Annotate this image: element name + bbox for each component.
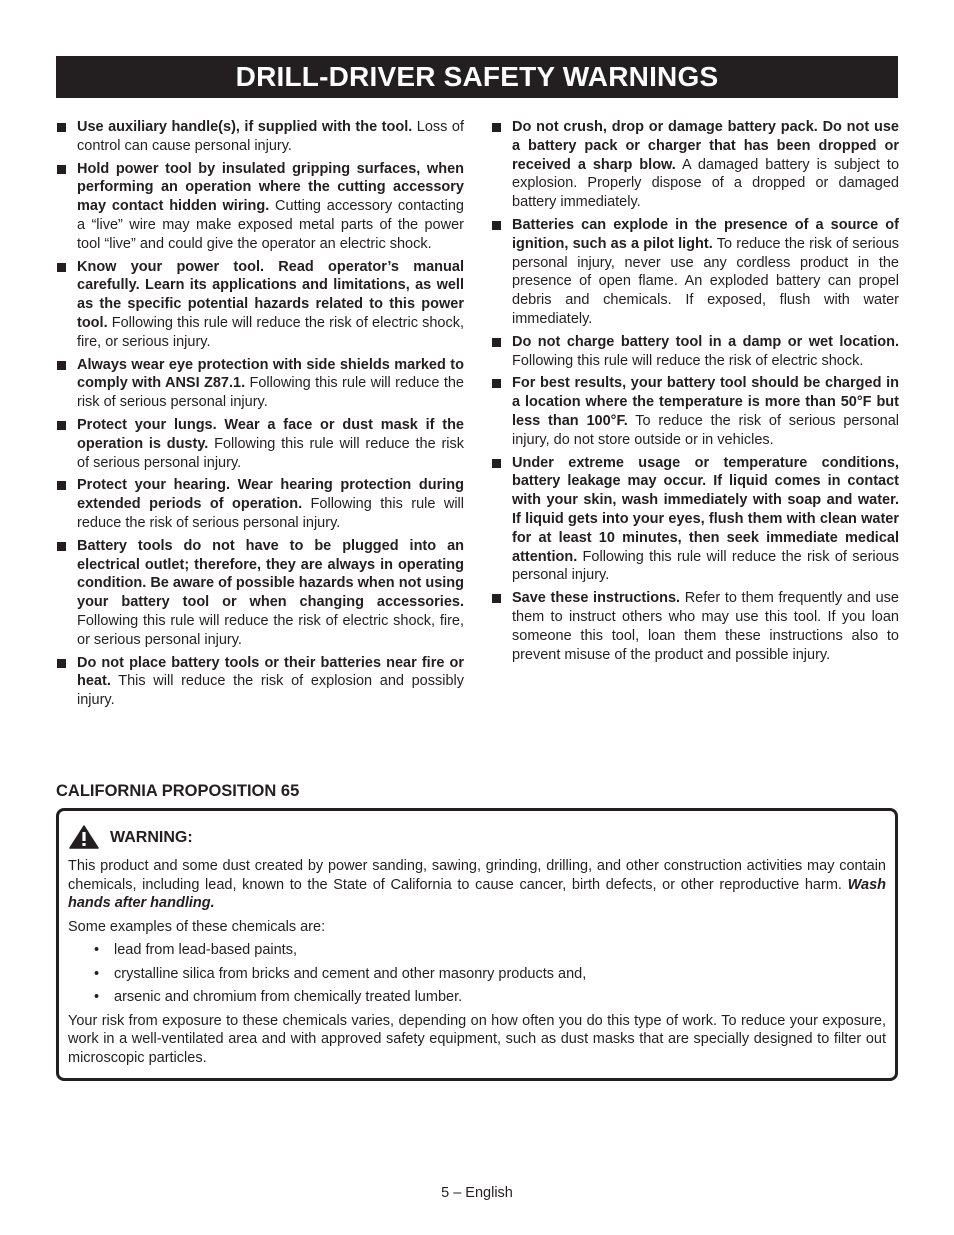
warning-triangle-icon bbox=[69, 825, 99, 849]
warning-item-text: Loss of control can cause personal injury. bbox=[77, 119, 464, 154]
warning-item bbox=[56, 356, 464, 412]
square-bullet-icon bbox=[57, 123, 66, 132]
list-item-text: crystalline silica from bricks and cement and other masonry products and, bbox=[114, 965, 587, 982]
warning-item-bold: Do not place battery tools or their batteries near fire or heat. bbox=[77, 654, 464, 690]
list-item bbox=[68, 965, 886, 984]
square-bullet-icon bbox=[492, 594, 501, 603]
warning-item bbox=[56, 118, 464, 156]
square-bullet-icon bbox=[57, 659, 66, 668]
warning-item-text: This will reduce the risk of explosion and possibly injury. bbox=[77, 673, 464, 709]
warning-item-text: Following this rule will reduce the risk of electric shock. bbox=[512, 352, 864, 369]
warning-item bbox=[491, 118, 899, 212]
warning-item bbox=[56, 537, 464, 650]
square-bullet-icon bbox=[57, 542, 66, 551]
chemical-examples-list bbox=[68, 941, 886, 1007]
warning-item-text: Following this rule will reduce the risk of serious personal injury. bbox=[77, 496, 465, 531]
prop65-heading: CALIFORNIA PROPOSITION 65 bbox=[56, 782, 300, 800]
warning-item-text: Refer to them frequently and use them to instruct others who may use this tool. If you loan someone this tool, loan them these instructions also to prevent misuse of the product and possible injury. bbox=[512, 590, 899, 663]
warning-item-bold: Know your power tool. Read operator’s manual carefully. Learn its applications and limitations, as well as the specific potential hazards related to this power tool. bbox=[77, 258, 464, 331]
warning-item bbox=[56, 476, 464, 532]
warning-item bbox=[56, 416, 464, 472]
prop65-warning-box bbox=[56, 808, 898, 1081]
square-bullet-icon bbox=[57, 481, 66, 490]
square-bullet-icon bbox=[57, 263, 66, 272]
warning-item-bold: Use auxiliary handle(s), if supplied with the tool. bbox=[77, 119, 413, 135]
square-bullet-icon bbox=[492, 221, 501, 230]
page-footer: 5 – English bbox=[441, 1185, 513, 1201]
warning-paragraph bbox=[68, 857, 886, 913]
warning-item-bold: Do not charge battery tool in a damp or wet location. bbox=[512, 333, 899, 350]
warning-item-bold: For best results, your battery tool should be charged in a location where the temperature is more than 50°F but less than 100°F. bbox=[512, 375, 899, 429]
warning-item-text: A damaged battery is subject to explosion. Properly dispose of a dropped or damaged battery immediately. bbox=[512, 156, 900, 211]
bullet-dot-icon: • bbox=[94, 942, 100, 958]
warning-item-bold: Battery tools do not have to be plugged into an electrical outlet; therefore, they are always in operating condition. Be aware of possible hazards when not using your battery tool or when changing accessories. bbox=[77, 537, 464, 611]
left-warnings-column bbox=[56, 118, 464, 714]
warning-item-text: To reduce the risk of serious personal injury, do not store outside or in vehicles. bbox=[512, 412, 899, 448]
examples-intro: Some examples of these chemicals are: bbox=[68, 918, 326, 935]
warning-item bbox=[491, 216, 899, 329]
warning-item-text: Cutting accessory contacting a “live” wire may make exposed metal parts of the power tool “live” and could give the operator an electric shock. bbox=[77, 198, 464, 252]
warning-item-text: Following this rule will reduce the risk of serious personal injury. bbox=[77, 375, 464, 411]
warning-item-text: To reduce the risk of serious personal injury, never use any cordless product in the presence of open flame. An exploded battery can propel debris and chemicals. If exposed, flush with water immediately. bbox=[512, 235, 900, 327]
page-title: DRILL-DRIVER SAFETY WARNINGS bbox=[56, 56, 898, 98]
exposure-paragraph: Your risk from exposure to these chemicals varies, depending on how often you do this type of work. To reduce your exposure, work in a well-ventilated area and with approved safety equipment, such as dust masks that are specially designed to filter out microscopic particles. bbox=[68, 1012, 886, 1066]
list-item-text: arsenic and chromium from chemically treated lumber. bbox=[114, 989, 463, 1005]
warning-item bbox=[491, 374, 899, 449]
warning-item-bold: Hold power tool by insulated gripping surfaces, when performing an operation where the cutting accessory may contact hidden wiring. bbox=[77, 160, 464, 215]
right-warnings-column bbox=[491, 118, 899, 668]
warning-label: WARNING: bbox=[110, 829, 193, 846]
warning-item-text: Following this rule will reduce the risk of serious personal injury. bbox=[77, 435, 464, 471]
warning-item bbox=[491, 333, 899, 371]
warning-item bbox=[56, 160, 464, 254]
warning-item bbox=[491, 454, 899, 586]
list-item bbox=[68, 941, 886, 960]
list-item-text: lead from lead-based paints, bbox=[114, 942, 297, 958]
warning-item bbox=[56, 258, 464, 352]
warning-item-bold: Under extreme usage or temperature conditions, battery leakage may occur. If liquid comes in contact with your skin, wash immediately with soap and water. If liquid gets into your eyes, flush them with clean water for at least 10 minutes, then seek immediate medical attention. bbox=[512, 454, 899, 565]
square-bullet-icon bbox=[57, 361, 66, 370]
list-item bbox=[68, 988, 886, 1007]
warning-item-bold: Save these instructions. bbox=[512, 590, 681, 607]
square-bullet-icon bbox=[57, 421, 66, 430]
warning-item-bold: Protect your lungs. Wear a face or dust mask if the operation is dusty. bbox=[77, 416, 464, 452]
warning-item-bold: Always wear eye protection with side shields marked to comply with ANSI Z87.1. bbox=[77, 356, 464, 392]
bullet-dot-icon: • bbox=[94, 989, 100, 1005]
warning-item-text: Following this rule will reduce the risk of electric shock, fire, or serious injury. bbox=[77, 314, 464, 350]
warning-item-text: Following this rule will reduce the risk of electric shock, fire, or serious personal injury. bbox=[77, 612, 464, 648]
warning-item-bold: Batteries can explode in the presence of a source of ignition, such as a pilot light. bbox=[512, 216, 899, 252]
square-bullet-icon bbox=[492, 338, 501, 347]
warning-paragraph-text: This product and some dust created by power sanding, sawing, grinding, drilling, and other construction activities may contain chemicals, including lead, known to the State of California to cause cancer, birth defects, or other reproductive harm. bbox=[68, 858, 886, 893]
bullet-dot-icon: • bbox=[94, 965, 100, 982]
warning-item-text: Following this rule will reduce the risk of serious personal injury. bbox=[512, 548, 899, 584]
warning-item-bold: Protect your hearing. Wear hearing protection during extended periods of operation. bbox=[77, 477, 464, 513]
square-bullet-icon bbox=[492, 123, 501, 132]
square-bullet-icon bbox=[492, 379, 501, 388]
square-bullet-icon bbox=[57, 165, 66, 174]
warning-item bbox=[491, 589, 899, 664]
wash-hands-emphasis: Wash hands after handling. bbox=[68, 876, 886, 911]
warning-header bbox=[68, 825, 886, 851]
warning-item bbox=[56, 654, 464, 710]
warning-item-bold: Do not crush, drop or damage battery pack. Do not use a battery pack or charger that has been dropped or received a sharp blow. bbox=[512, 119, 899, 173]
square-bullet-icon bbox=[492, 459, 501, 468]
